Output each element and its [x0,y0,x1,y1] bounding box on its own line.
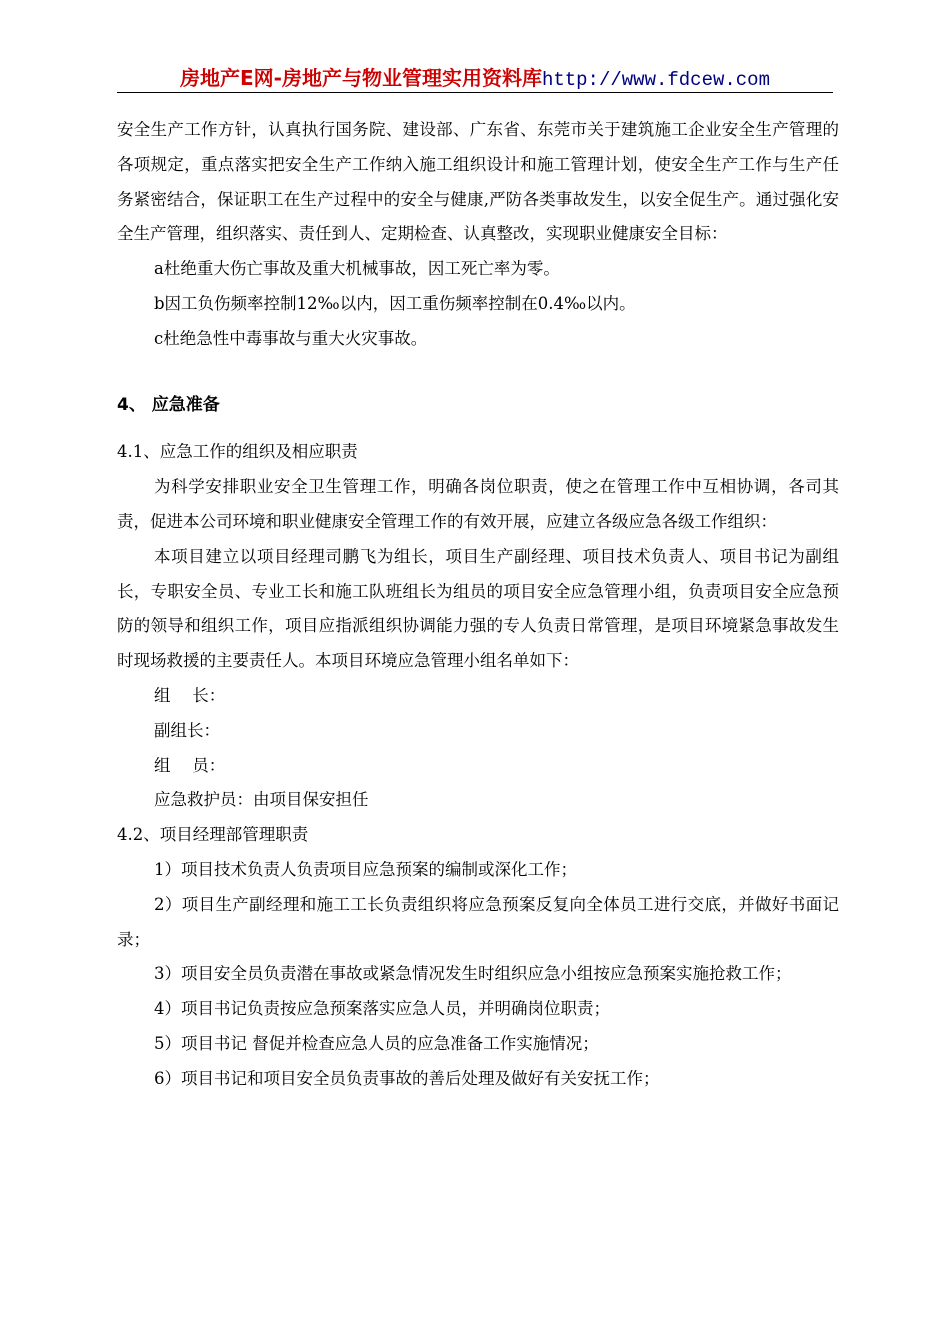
goal-item: a杜绝重大伤亡事故及重大机械事故，因工死亡率为零。 [154,259,560,279]
duty-item: 1）项目技术负责人负责项目应急预案的编制或深化工作； [154,859,577,879]
role-line: 组 员： [154,755,226,775]
duty-item: 3）项目安全员负责潜在事故或紧急情况发生时组织应急小组按应急预案实施抢救工作； [154,964,792,984]
subsection-title: 4.1、应急工作的组织及相应职责 [117,442,358,462]
goal-item: c杜绝急性中毒事故与重大火灾事故。 [154,328,428,348]
body-paragraph: 本项目建立以项目经理司鹏飞为组长，项目生产副经理、项目技术负责人、项目书记为副组长，专职安全员、专业工长和施工队班组长为组员的项目安全应急管理小组，负责项目安全应急预防的领导和组织工作，项目应指派组织协调能力强的专人负责日常管理，是项目环境紧急事故发生时现场救援的主要责任人。本项目环境应急管理小组名单如下： [117,546,839,671]
role-line: 副组长： [154,720,220,740]
duty-item: 2）项目生产副经理和施工工长负责组织将应急预案反复向全体员工进行交底，并做好书面记录； [117,894,839,949]
document-body [117,113,839,1097]
duty-item: 4）项目书记负责按应急预案落实应急人员，并明确岗位职责； [154,999,610,1019]
role-line: 组 长： [154,685,226,705]
duty-item: 5）项目书记 督促并检查应急人员的应急准备工作实施情况； [154,1033,599,1053]
body-paragraph: 为科学安排职业安全卫生管理工作，明确各岗位职责，使之在管理工作中互相协调，各司其责，促进本公司环境和职业健康安全管理工作的有效开展，应建立各级应急各级工作组织： [117,477,839,531]
goal-item: b因工负伤频率控制12‰以内，因工重伤频率控制在0.4‰以内。 [154,293,636,313]
intro-paragraph: 安全生产工作方针，认真执行国务院、建设部、广东省、东莞市关于建筑施工企业安全生产管理的各项规定，重点落实把安全生产工作纳入施工组织设计和施工管理计划，使安全生产工作与生产任务紧密结合，保证职工在生产过程中的安全与健康,严防各类事故发生，以安全促生产。通过强化安全生产管理，组织落实、责任到人、定期检查、认真整改，实现职业健康安全目标： [117,120,839,244]
page-header [117,62,833,93]
role-line: 应急救护员：由项目保安担任 [154,790,369,810]
section-heading: 4、 应急准备 [117,394,220,415]
duty-item: 6）项目书记和项目安全员负责事故的善后处理及做好有关安抚工作； [154,1068,660,1088]
site-title: 房地产E网-房地产与物业管理实用资料库 [179,66,542,90]
site-url[interactable]: http://www.fdcew.com [541,69,770,91]
subsection-title: 4.2、项目经理部管理职责 [117,825,309,845]
